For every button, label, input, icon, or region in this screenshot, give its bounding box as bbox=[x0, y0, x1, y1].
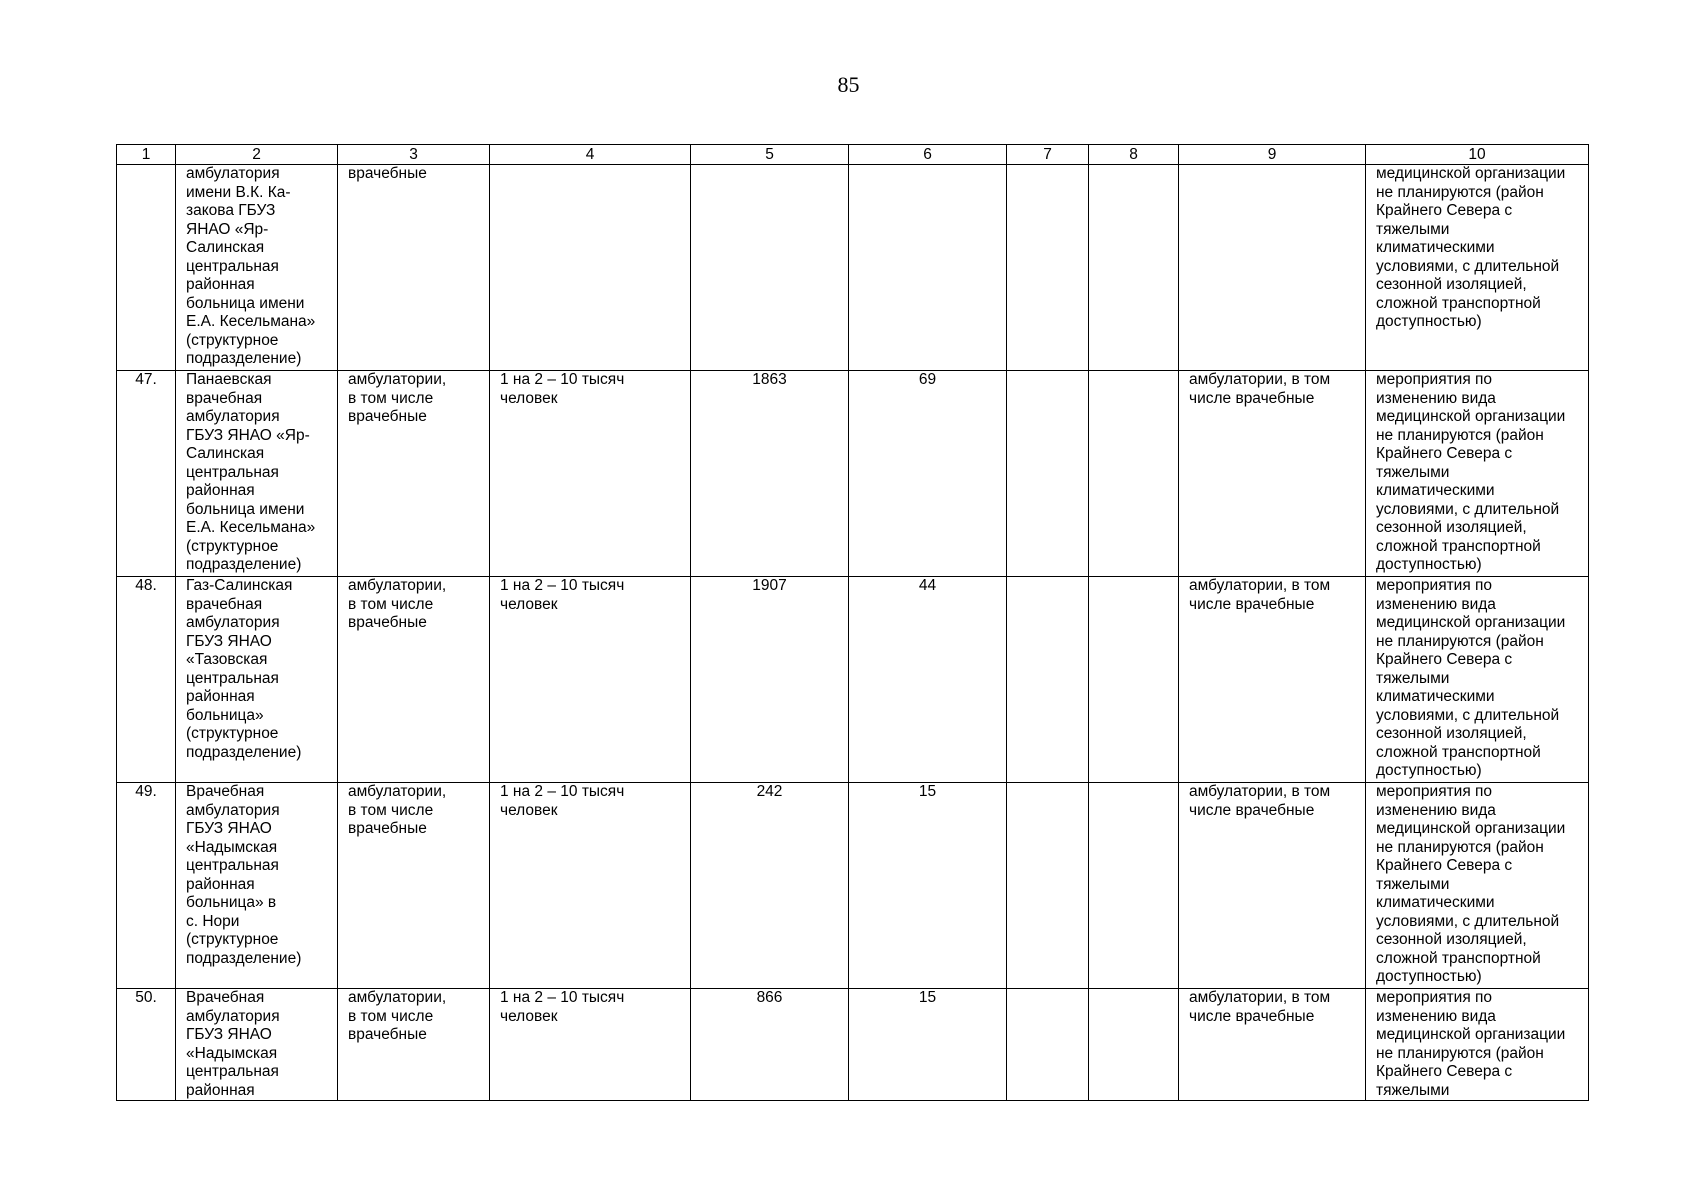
col8-value bbox=[1089, 989, 1179, 1101]
facility-type-line: врачебные bbox=[348, 614, 427, 631]
measures-note-line: медицинской организации bbox=[1376, 820, 1566, 837]
measures-note-line: сезонной изоляцией, bbox=[1376, 725, 1527, 742]
measures-note-line: Крайнего Севера с bbox=[1376, 445, 1513, 462]
facility-name-line: Панаевская bbox=[186, 371, 272, 388]
staff-value: 69 bbox=[849, 371, 1007, 577]
facility-type-line: врачебные bbox=[348, 820, 427, 837]
measures-note-line: Крайнего Севера с bbox=[1376, 1063, 1513, 1080]
measures-note-line: не планируются (район bbox=[1376, 183, 1544, 201]
facility-name-line: районная bbox=[186, 688, 255, 705]
facility-name-line: закова ГБУЗ bbox=[186, 202, 276, 219]
col8-value bbox=[1089, 783, 1179, 989]
page-number: 85 bbox=[837, 72, 860, 97]
measures-note-line: доступностью) bbox=[1376, 762, 1482, 779]
column-header-6: 6 bbox=[849, 145, 1007, 165]
measures-note bbox=[1366, 371, 1589, 577]
measures-note-line: Крайнего Севера с bbox=[1376, 651, 1513, 668]
facility-name-line: Врачебная bbox=[186, 783, 265, 800]
table-row bbox=[117, 165, 1589, 371]
col7-value bbox=[1007, 371, 1089, 577]
facility-name-line: «Тазовская bbox=[186, 651, 268, 668]
measures-note-line: тяжелыми bbox=[1376, 875, 1450, 893]
norm-text bbox=[490, 989, 691, 1101]
planned-type-line: числе врачебные bbox=[1189, 1007, 1315, 1025]
facility-name-line: районная bbox=[186, 276, 255, 293]
measures-note-line: медицинской организации bbox=[1376, 1026, 1566, 1043]
column-header-8: 8 bbox=[1089, 145, 1179, 165]
measures-note-line: не планируются (район bbox=[1376, 632, 1544, 650]
facility-name-line: амбулатория bbox=[186, 408, 280, 425]
facility-type bbox=[338, 165, 490, 371]
measures-note-line: тяжелыми bbox=[1376, 463, 1450, 481]
measures-note-line: тяжелыми bbox=[1376, 1081, 1450, 1099]
facility-name-line: больница» bbox=[186, 706, 264, 724]
col8-value bbox=[1089, 577, 1179, 783]
norm-text-line: человек bbox=[500, 595, 558, 613]
measures-note bbox=[1366, 577, 1589, 783]
column-header-5: 5 bbox=[691, 145, 849, 165]
measures-note-line: доступностью) bbox=[1376, 313, 1482, 330]
facilities-table bbox=[116, 144, 1589, 1101]
row-number: 50. bbox=[117, 989, 176, 1101]
measures-note-line: медицинской организации bbox=[1376, 614, 1566, 631]
facility-name-line: Е.А. Кесельмана» bbox=[186, 519, 316, 536]
facility-name-line: «Надымская bbox=[186, 1044, 278, 1062]
facility-name bbox=[176, 989, 338, 1101]
col7-value bbox=[1007, 165, 1089, 371]
facility-name-line: центральная bbox=[186, 857, 279, 874]
measures-note-line: доступностью) bbox=[1376, 968, 1482, 985]
norm-text-line: 1 на 2 – 10 тысяч bbox=[500, 577, 625, 594]
col7-value bbox=[1007, 783, 1089, 989]
population-value: 242 bbox=[691, 783, 849, 989]
planned-type-line: амбулатории, в том bbox=[1189, 577, 1331, 594]
row-number: 49. bbox=[117, 783, 176, 989]
measures-note-line: условиями, с длительной bbox=[1376, 257, 1560, 275]
facility-name-line: центральная bbox=[186, 669, 279, 687]
table-row bbox=[117, 989, 1589, 1101]
facility-type-line: врачебные bbox=[348, 165, 427, 182]
column-header-10: 10 bbox=[1366, 145, 1589, 165]
facility-name-line: подразделение) bbox=[186, 350, 302, 367]
table-row bbox=[117, 371, 1589, 577]
measures-note-line: сезонной изоляцией, bbox=[1376, 276, 1527, 293]
measures-note-line: изменению вида bbox=[1376, 801, 1496, 819]
facility-name-line: центральная bbox=[186, 1063, 279, 1080]
col7-value bbox=[1007, 577, 1089, 783]
facility-name bbox=[176, 371, 338, 577]
facility-name-line: с. Нори bbox=[186, 912, 240, 930]
facility-name-line: амбулатория bbox=[186, 614, 280, 631]
measures-note-line: условиями, с длительной bbox=[1376, 706, 1560, 724]
facility-type-line: амбулатории, bbox=[348, 783, 447, 800]
column-header-3: 3 bbox=[338, 145, 490, 165]
measures-note-line: сложной транспортной bbox=[1376, 537, 1541, 555]
norm-text-line: 1 на 2 – 10 тысяч bbox=[500, 783, 625, 800]
facility-name-line: ЯНАО «Яр- bbox=[186, 220, 269, 238]
measures-note-line: мероприятия по bbox=[1376, 577, 1493, 594]
column-header-2: 2 bbox=[176, 145, 338, 165]
facility-name-line: Газ-Салинская bbox=[186, 577, 293, 594]
facility-type-line: в том числе bbox=[348, 595, 434, 613]
measures-note-line: не планируются (район bbox=[1376, 426, 1544, 444]
row-number: 48. bbox=[117, 577, 176, 783]
measures-note-line: не планируются (район bbox=[1376, 1044, 1544, 1062]
facility-name-line: ГБУЗ ЯНАО «Яр- bbox=[186, 426, 310, 444]
measures-note-line: Крайнего Севера с bbox=[1376, 202, 1513, 219]
measures-note-line: тяжелыми bbox=[1376, 220, 1450, 238]
row-number bbox=[117, 165, 176, 371]
measures-note bbox=[1366, 783, 1589, 989]
column-header-4: 4 bbox=[490, 145, 691, 165]
facility-name bbox=[176, 783, 338, 989]
norm-text-line: человек bbox=[500, 801, 558, 819]
norm-text-line: 1 на 2 – 10 тысяч bbox=[500, 371, 625, 388]
population-value: 1863 bbox=[691, 371, 849, 577]
facility-name-line: районная bbox=[186, 875, 255, 893]
measures-note-line: медицинской организации bbox=[1376, 165, 1566, 182]
facility-type-line: в том числе bbox=[348, 1007, 434, 1025]
table-row bbox=[117, 783, 1589, 989]
facility-name bbox=[176, 577, 338, 783]
facility-name-line: «Надымская bbox=[186, 838, 278, 856]
facility-name-line: районная bbox=[186, 482, 255, 499]
staff-value: 15 bbox=[849, 783, 1007, 989]
measures-note-line: сложной транспортной bbox=[1376, 949, 1541, 967]
facility-name-line: имени В.К. Ка- bbox=[186, 183, 291, 201]
measures-note-line: условиями, с длительной bbox=[1376, 912, 1560, 930]
row-number: 47. bbox=[117, 371, 176, 577]
facility-name-line: центральная bbox=[186, 463, 279, 481]
measures-note-line: сложной транспортной bbox=[1376, 743, 1541, 761]
facility-type-line: врачебные bbox=[348, 1026, 427, 1043]
facility-type bbox=[338, 989, 490, 1101]
facility-name-line: (структурное bbox=[186, 331, 279, 349]
facility-name-line: подразделение) bbox=[186, 949, 302, 967]
table-header-row bbox=[117, 145, 1589, 165]
facility-name-line: врачебная bbox=[186, 389, 263, 407]
measures-note-line: сложной транспортной bbox=[1376, 294, 1541, 312]
facility-name-line: (структурное bbox=[186, 725, 279, 742]
facility-type bbox=[338, 371, 490, 577]
planned-type-line: числе врачебные bbox=[1189, 389, 1315, 407]
measures-note-line: климатическими bbox=[1376, 239, 1495, 256]
measures-note bbox=[1366, 989, 1589, 1101]
column-header-9: 9 bbox=[1179, 145, 1366, 165]
facility-name-line: подразделение) bbox=[186, 556, 302, 573]
planned-type-line: числе врачебные bbox=[1189, 595, 1315, 613]
facility-name-line: больница» в bbox=[186, 894, 277, 911]
staff-value bbox=[849, 165, 1007, 371]
column-header-7: 7 bbox=[1007, 145, 1089, 165]
measures-note-line: изменению вида bbox=[1376, 595, 1496, 613]
norm-text-line: 1 на 2 – 10 тысяч bbox=[500, 989, 625, 1006]
population-value: 1907 bbox=[691, 577, 849, 783]
facility-name-line: ГБУЗ ЯНАО bbox=[186, 1026, 272, 1043]
facility-name-line: ГБУЗ ЯНАО bbox=[186, 632, 272, 650]
facility-type-line: в том числе bbox=[348, 389, 434, 407]
table-row bbox=[117, 577, 1589, 783]
measures-note-line: климатическими bbox=[1376, 482, 1495, 499]
measures-note-line: мероприятия по bbox=[1376, 989, 1493, 1006]
column-header-1: 1 bbox=[117, 145, 176, 165]
facility-type-line: амбулатории, bbox=[348, 371, 447, 388]
planned-type bbox=[1179, 577, 1366, 783]
measures-note-line: мероприятия по bbox=[1376, 783, 1493, 800]
facility-name-line: районная bbox=[186, 1081, 255, 1099]
planned-type-line: амбулатории, в том bbox=[1189, 783, 1331, 800]
measures-note-line: условиями, с длительной bbox=[1376, 500, 1560, 518]
norm-text bbox=[490, 577, 691, 783]
measures-note-line: доступностью) bbox=[1376, 556, 1482, 573]
planned-type-line: амбулатории, в том bbox=[1189, 989, 1331, 1006]
facility-name bbox=[176, 165, 338, 371]
facility-type-line: в том числе bbox=[348, 801, 434, 819]
facility-name-line: амбулатория bbox=[186, 1007, 280, 1025]
facility-name-line: Салинская bbox=[186, 445, 265, 462]
norm-text-line: человек bbox=[500, 1007, 558, 1025]
facility-name-line: ГБУЗ ЯНАО bbox=[186, 820, 272, 837]
table-body bbox=[117, 165, 1589, 1101]
facility-name-line: Салинская bbox=[186, 239, 265, 256]
col8-value bbox=[1089, 371, 1179, 577]
facility-name-line: амбулатория bbox=[186, 165, 280, 182]
measures-note-line: медицинской организации bbox=[1376, 408, 1566, 425]
facility-name-line: больница имени bbox=[186, 500, 305, 518]
planned-type bbox=[1179, 783, 1366, 989]
planned-type-line: числе врачебные bbox=[1189, 801, 1315, 819]
measures-note-line: климатическими bbox=[1376, 894, 1495, 911]
facility-name-line: подразделение) bbox=[186, 743, 302, 761]
population-value bbox=[691, 165, 849, 371]
measures-note-line: сезонной изоляцией, bbox=[1376, 931, 1527, 948]
facility-name-line: амбулатория bbox=[186, 801, 280, 819]
population-value: 866 bbox=[691, 989, 849, 1101]
col8-value bbox=[1089, 165, 1179, 371]
facility-name-line: центральная bbox=[186, 257, 279, 275]
facility-type-line: амбулатории, bbox=[348, 577, 447, 594]
facility-type-line: врачебные bbox=[348, 408, 427, 425]
norm-text bbox=[490, 783, 691, 989]
planned-type bbox=[1179, 989, 1366, 1101]
measures-note bbox=[1366, 165, 1589, 371]
norm-text-line: человек bbox=[500, 389, 558, 407]
norm-text bbox=[490, 165, 691, 371]
staff-value: 15 bbox=[849, 989, 1007, 1101]
staff-value: 44 bbox=[849, 577, 1007, 783]
facility-name-line: больница имени bbox=[186, 294, 305, 312]
col7-value bbox=[1007, 989, 1089, 1101]
measures-note-line: изменению вида bbox=[1376, 1007, 1496, 1025]
measures-note-line: не планируются (район bbox=[1376, 838, 1544, 856]
norm-text bbox=[490, 371, 691, 577]
measures-note-line: мероприятия по bbox=[1376, 371, 1493, 388]
measures-note-line: климатическими bbox=[1376, 688, 1495, 705]
measures-note-line: сезонной изоляцией, bbox=[1376, 519, 1527, 536]
facility-name-line: (структурное bbox=[186, 537, 279, 555]
facility-name-line: (структурное bbox=[186, 931, 279, 948]
measures-note-line: изменению вида bbox=[1376, 389, 1496, 407]
planned-type bbox=[1179, 165, 1366, 371]
facility-type bbox=[338, 783, 490, 989]
planned-type bbox=[1179, 371, 1366, 577]
measures-note-line: Крайнего Севера с bbox=[1376, 857, 1513, 874]
facility-name-line: Е.А. Кесельмана» bbox=[186, 313, 316, 330]
facility-type bbox=[338, 577, 490, 783]
measures-note-line: тяжелыми bbox=[1376, 669, 1450, 687]
facility-name-line: Врачебная bbox=[186, 989, 265, 1006]
planned-type-line: амбулатории, в том bbox=[1189, 371, 1331, 388]
facility-name-line: врачебная bbox=[186, 595, 263, 613]
facility-type-line: амбулатории, bbox=[348, 989, 447, 1006]
